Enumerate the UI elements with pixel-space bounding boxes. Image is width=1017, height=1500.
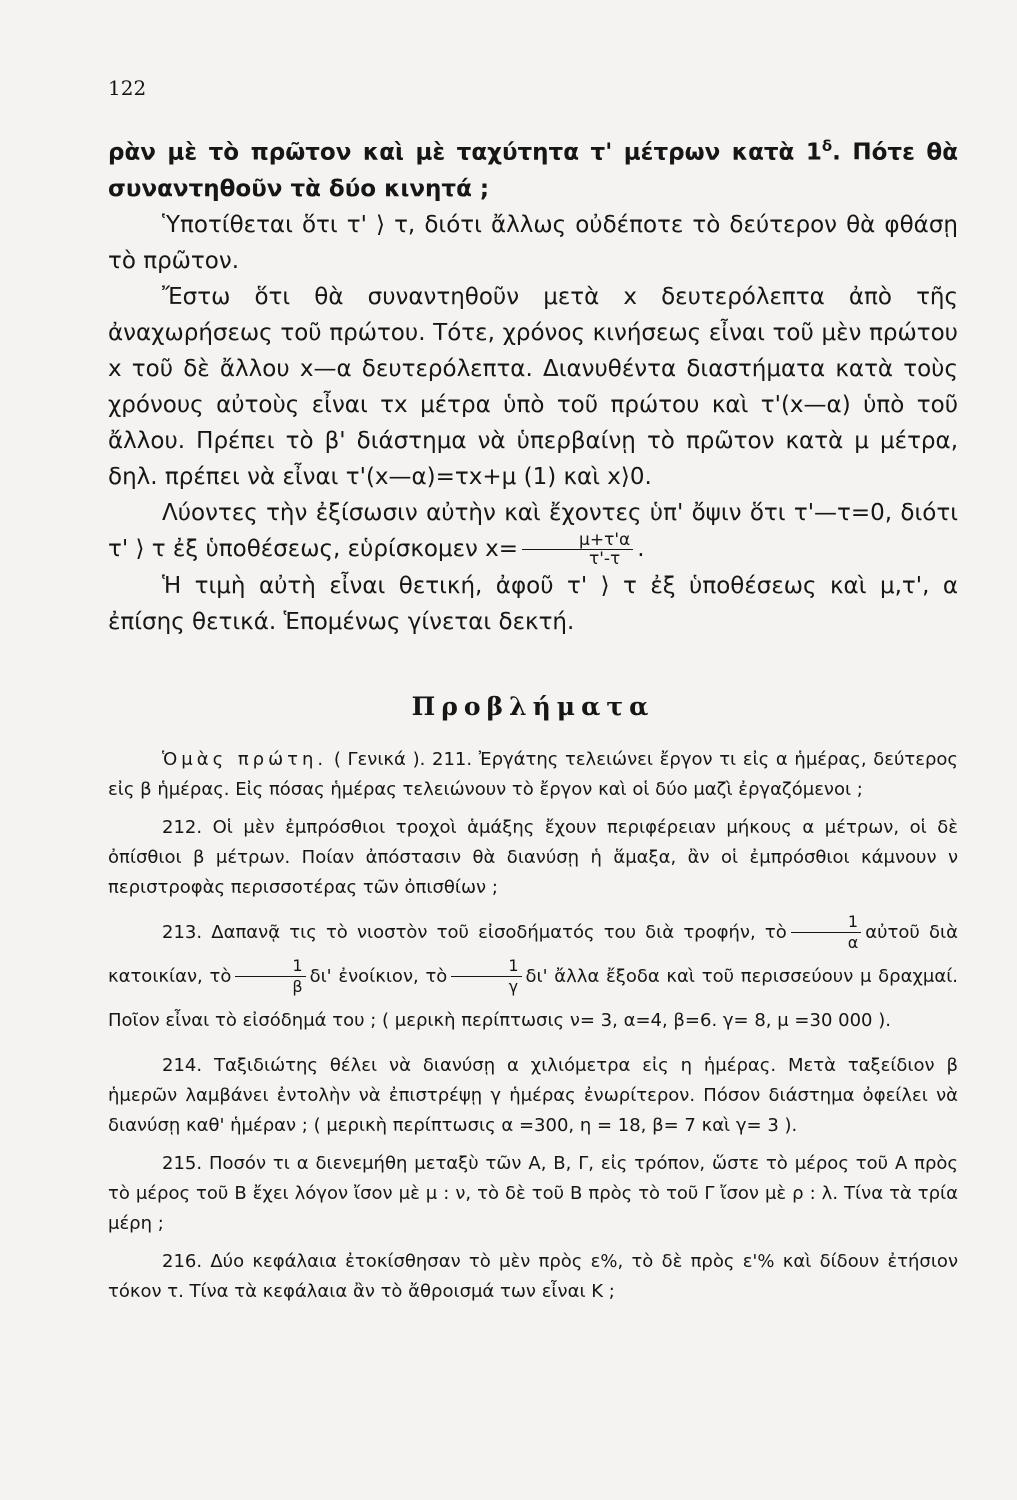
fraction-denominator: β — [292, 977, 303, 997]
problem-216: 216. Δύο κεφάλαια ἐτοκίσθησαν τὸ μὲν πρὸς ε%, τὸ δὲ πρὸς ε'% καὶ δίδουν ἐτήσιον τόκον τ. Τίνα τὰ κεφάλαια ἂν τὸ ἄθροισμά των εἶναι Κ ; — [108, 1250, 958, 1302]
group-note: ( Γενικά ). — [333, 748, 426, 770]
problem-213-text-d: δι' ἄλλα ἔξοδα καὶ τοῦ περισσεύουν μ δραχμαί. Ποῖον εἶναι τὸ εἰσόδημά του ; ( μερικὴ περίπτωσις ν= 3, α=4, β=6. γ= 8, μ =30 000 ). — [108, 965, 959, 1031]
intro-paragraph-4 — [108, 495, 958, 568]
problem-213 — [108, 911, 958, 1043]
fraction-numerator: 1 — [791, 912, 862, 933]
fraction-denominator: α — [847, 933, 859, 953]
problem-211-text: 211. Ἐργάτης τελειώνει ἔργον τι εἰς α ἡμέρας, δεύτερος εἰς β ἡμέρας. Εἰς πόσας ἡμέρας τελειώνουν τὸ ἔργον καὶ οἱ δύο μαζὶ ἐργαζόμενοι ; — [108, 748, 958, 800]
intro-p1-text-end: . Πότε θὰ συναντηθοῦν τὰ δύο κινητά ; — [108, 139, 958, 202]
intro-paragraph-3: Ἔστω ὅτι θὰ συναντηθοῦν μετὰ x δευτερόλεπτα ἀπὸ τῆς ἀναχωρήσεως τοῦ πρώτου. Τότε, χρόνος κινήσεως εἶναι τοῦ μὲν πρώτου x τοῦ δὲ ἄλλου x—α δευτερόλεπτα. Διανυθέντα διαστήματα κατὰ τοὺς χρόνους αὐτοὺς εἶναι τx μέτρα ὑπὸ τοῦ πρώτου καὶ τ'(x—α) ὑπὸ τοῦ ἄλλου. Πρέπει τὸ β' διάστημα νὰ ὑπερβαίνῃ τὸ πρῶτον κατὰ μ μέτρα, δηλ. πρέπει νὰ εἶναι τ'(x—α)=τx+μ (1) καὶ x⟩0. — [108, 283, 958, 490]
problem-212: 212. Οἱ μὲν ἐμπρόσθιοι τροχοὶ ἁμάξης ἔχουν περιφέρειαν μήκους α μέτρων, οἱ δὲ ὀπίσθιοι β μέτρων. Ποίαν ἀπόστασιν θὰ διανύσῃ ἡ ἅμαξα, ἂν οἱ ἐμπρόσθιοι κάμνουν ν περιστροφὰς περισσοτέρας τῶν ὀπισθίων ; — [108, 816, 958, 898]
page-number: 122 — [108, 76, 147, 100]
degree-superscript: δ — [821, 137, 833, 155]
page-body — [108, 128, 958, 1315]
intro-p4-text: Λύοντες τὴν ἐξίσωσιν αὐτὴν καὶ ἔχοντες ὑπ' ὄψιν ὅτι τ'—τ=0, διότι τ' ⟩ τ ἐξ ὑποθέσεως, εὑρίσκομεν x= — [108, 499, 958, 562]
intro-p4-end: . — [637, 535, 645, 562]
fraction-numerator: μ+τ'α — [522, 531, 633, 550]
problem-211 — [108, 745, 958, 805]
problem-214: 214. Ταξιδιώτης θέλει νὰ διανύσῃ α χιλιόμετρα εἰς η ἡμέρας. Μετὰ ταξείδιον β ἡμερῶν λαμβάνει ἐντολὴν νὰ ἐπιστρέψῃ γ ἡμέρας ἐνωρίτερον. Πόσον διάστημα ὀφείλει νὰ διανύσῃ καθ' ἡμέραν ; ( μερικὴ περίπτωσις α =300, η = 18, β= 7 καὶ γ= 3 ). — [108, 1054, 958, 1136]
solution-fraction — [522, 531, 633, 568]
intro-p1-text: ρὰν μὲ τὸ πρῶτον καὶ μὲ ταχύτητα τ' μέτρων κατὰ 1 — [108, 139, 822, 166]
group-label: Ὁμὰς πρώτη. — [162, 748, 328, 770]
problem-215: 215. Ποσόν τι α διενεμήθη μεταξὺ τῶν Α, Β, Γ, εἰς τρόπον, ὥστε τὸ μέρος τοῦ Α πρὸς τὸ μέρος τοῦ Β ἔχει λόγον ἴσον μὲ μ : ν, τὸ δὲ τοῦ Β πρὸς τὸ τοῦ Γ ἴσον μὲ ρ : λ. Τίνα τὰ τρία μέρη ; — [108, 1152, 958, 1234]
problem-213-text-a: 213. Δαπανᾷ τις τὸ νιοστὸν τοῦ εἰσοδήματός του διὰ τροφήν, τὸ — [162, 921, 787, 943]
intro-paragraph-2: Ὑποτίθεται ὅτι τ' ⟩ τ, διότι ἄλλως οὐδέποτε τὸ δεύτερον θὰ φθάσῃ τὸ πρῶτον. — [108, 211, 958, 274]
fraction-numerator: 1 — [451, 956, 521, 977]
intro-paragraph-1 — [108, 128, 958, 207]
problem-213-text-b: αὐτοῦ διὰ κατοικίαν, τὸ — [108, 921, 958, 987]
fraction-one-over-gamma — [451, 956, 521, 997]
fraction-denominator: τ'-τ — [589, 548, 621, 569]
fraction-one-over-alpha — [791, 912, 862, 953]
fraction-denominator: γ — [508, 977, 519, 997]
problems-list — [108, 745, 958, 1307]
fraction-one-over-beta — [235, 956, 305, 997]
problem-213-text-c: δι' ἐνοίκιον, τὸ — [309, 965, 448, 987]
section-heading: Προβλήματα — [411, 691, 655, 721]
fraction-numerator: 1 — [235, 956, 305, 977]
intro-paragraph-5: Ἡ τιμὴ αὐτὴ εἶναι θετική, ἀφοῦ τ' ⟩ τ ἐξ ὑποθέσεως καὶ μ,τ', α ἐπίσης θετικά. Ἑπομένως γίνεται δεκτή. — [108, 572, 958, 635]
